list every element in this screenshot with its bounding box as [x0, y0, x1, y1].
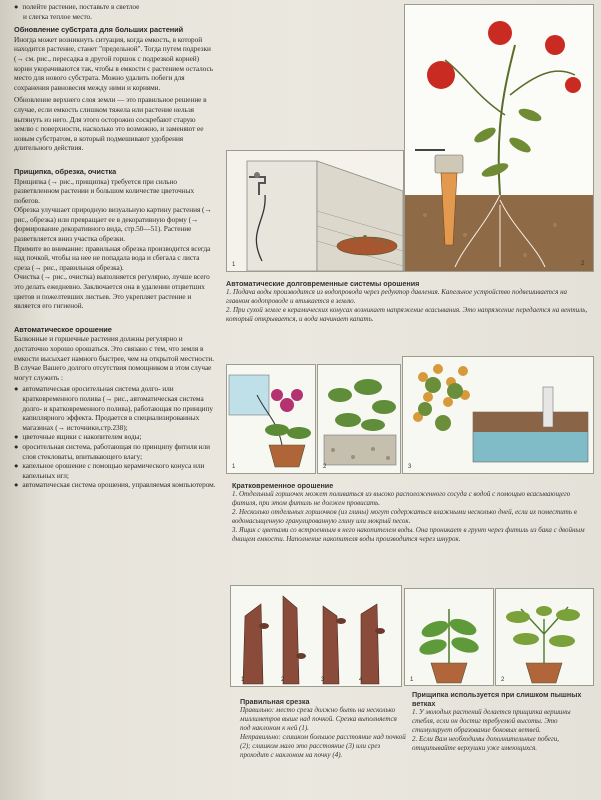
auto-bullet-1: автоматическая оросительная система долго- или кратковременного полива (→ рис., автоматическая система долго- и кратковременного полива), работающая по принципу капиллярного эффекта. Продается в специализированных магазинах (→ источники,стр.238);: [22, 384, 213, 432]
short-term-p1: 1. Отдельный горшочек может поливаться из высоко расположенного сосуда с водой с помощью всасывающего фитиля, при этом фитиль не должен провисать.: [232, 490, 571, 507]
figure-number: 2: [581, 261, 585, 267]
trim-p2: Неправильно: слишком большое расстояние над почкой (2); слишком мало это расстояние (3) или срез проходит с наклоном на почку (4).: [240, 733, 406, 759]
trim-figure: [230, 585, 402, 687]
intro-cont: и слегка теплое место.: [23, 11, 92, 21]
pinch-p2: 2. Если Вам необходимы дополнительные побеги, отщипывайте верхушки уже имеющихся.: [412, 735, 559, 752]
flower-box-reservoir-illustration: [403, 357, 593, 473]
pinch-text: Прищипка (→ рис., прищипка) требуется при сильно разветвленном растении и большом количестве цветочных побегов.: [14, 176, 195, 205]
pinch-figure-1: [404, 588, 494, 686]
wick-pot-illustration: [227, 365, 315, 473]
pinch-branched-plant-illustration: [496, 589, 593, 685]
substrate-text: Иногда может возникнуть ситуация, когда емкость, в которой находится растение, станет "предельной". Тогда путем подрезки (→ см. рис., пересадка в другой горшок с подрезкой корней) корни укорачиваются так, чтобы в емкости с растением осталось место для нового субстрата. Можно удалить побеги для сохранения равновесия между ними и корнями.: [14, 34, 213, 92]
pinch-title: Прищипка используется при слишком пышных ветках: [412, 690, 582, 708]
clean-text: Очистка (→ рис., очистка) выполняется регулярно, лучше всего это делать ежедневно. Заключается она в удалении отцветших цветов и пожелтевших листьев. Это укрепляет растение и является его гигиеной.: [14, 272, 210, 311]
short-term-title: Кратковременное орошение: [232, 481, 334, 490]
figure-number: 2: [281, 677, 285, 683]
short-term-caption: [232, 481, 592, 544]
figure-number: 1: [232, 464, 236, 470]
trim-caption: [240, 697, 408, 760]
short-term-figure-3: [402, 356, 594, 474]
topsoil-text: Обновление верхнего слоя земли — это правильное решение в случае, если емкость слишком тяжела или растение нельзя вытянуть из него. Для этого осторожно соскребают старую землю с поверхности, насколько это возможно, и заменяют ее новым субстратом, в который подмешивают удобрения длительного действия.: [14, 95, 207, 153]
figure-number: 1: [241, 677, 245, 683]
rule-text: Примите во внимание: правильная обрезка производится всегда над почкой, чтобы на нее не попадала вода и сбегала с листа среза (→ рис., правильная обрезка).: [14, 243, 211, 272]
figure-number: 1: [410, 677, 414, 683]
figure-number: 4: [359, 677, 363, 683]
left-text-column: ● полейте растение, поставьте в светлое и слегка теплое место. Обновление субстрата для больших растений Иногда может возникнуть ситуация, когда емкость, в которой находится растение, станет "предельной". Тогда путем подрезки (→ см. рис., пересадка в другой горшок с подрезкой корней) корни укорачиваются так, чтобы в емкости с растением осталось место для нового субстрата. Можно удалить побеги для сохранения равновесия между ними и корнями. Обновление верхнего слоя земли — это правильное решение в случае, если емкость слишком тяжела или растение нельзя вытянуть из него. Для этого осторожно соскребают старую землю с поверхности, насколько это возможно, и заменяют ее новым субстратом, в который подмешивают удобрения длительного действия. Прищипка, обрезка, очистка Прищипка (→ рис., прищипка) требуется при сильно разветвленном растении и большом количестве цветочных побегов. Обрезка улучшает природную визуальную картину растения (→ рис., обрезка) или превращает ее в декоративную форму (→ формирование декоративного вида, стр.50—51). Растение разветвляется вниз участка обрезки. Примите во внимание: правильная обрезка производится всегда над почкой, чтобы на нее не попадала вода и сбегала с листа среза (→ рис., правильная обрезка). Очистка (→ рис., очистка) выполняется регулярно, лучше всего это делать ежедневно. Заключается она в удалении отцветших цветов и пожелтевших листьев. Это укрепляет растение и является его гигиеной. Автоматическое орошение Балконные и горшечные растения должны регулярно и достаточно хорошо орошаться. Это связано с тем, что земля в емкости высыхает намного быстрее, чем на открытой местности. В случае Вашего долгого отсутствия помощником в этом случае могут служить : ● автоматическая оросительная система долго- или кратковременного полива (→ рис., автоматическая система долго- и кратковременного полива), работающая по принципу капиллярного эффекта. Продается в специализированных магазинах (→ источники,стр.238); ● цветочные ящики с накопителем воды; ● оросительная система, работающая по принципу фитиля или слоя стекловаты, впитывающего влагу; ● капельное орошение с помощью керамического конуса или капельных игл; ● автоматическая система орошения, управляемая компьютером.: [14, 2, 216, 490]
trim-text: Обрезка улучшает природную визуальную картину растения (→ рис., обрезка) или превращает ее в декоративную форму (→ формирование декоративного вида, стр.50—51). Растение разветвляется вниз участка обрезки.: [14, 205, 212, 244]
figure-number: 2: [323, 464, 327, 470]
substrate-title: Обновление субстрата для больших растений: [14, 25, 184, 35]
long-term-irrigation-figure: [226, 150, 404, 272]
stem-cuts-illustration: [231, 586, 401, 686]
long-term-p1: 1. Подача воды производится из водопровода через редуктор давления. Капельное устройство подвешивается на главном водопроводе и втыкается в землю.: [226, 288, 568, 305]
auto-irrigation-text: Балконные и горшечные растения должны регулярно и достаточно хорошо орошаться. Это связано с тем, что земля в емкости высыхает намного быстрее, чем на открытой местности. В случае Вашего долгого отсутствия помощником в этом случае могут служить :: [14, 334, 215, 382]
figure-number: 3: [321, 677, 325, 683]
trim-p1: Правильно: место среза должно быть на несколько миллиметров выше над почкой. Срезка выполняется под наклоном к ней (1).: [240, 706, 397, 732]
long-term-title: Автоматические долговременные системы орошения: [226, 279, 420, 288]
clay-granules-illustration: [318, 365, 400, 473]
pinch-p1: 1. У молодых растений делается прищипка вершины стебля, если он достиг требуемой высоты. Это стимулирует образование боковых ветвей.: [412, 708, 571, 734]
petunia-cone-illustration: [405, 5, 593, 271]
pinch-young-plant-illustration: [405, 589, 493, 685]
figure-number: 2: [501, 677, 505, 683]
long-term-caption: [226, 279, 592, 324]
auto-bullet-2: цветочные ящики с накопителем воды;: [22, 432, 142, 442]
short-term-p3: 3. Ящик с цветами со встроенным в него накопителем воды. Она проникает в грунт через фитиль из бака с двойным днищем емкости. Наполнение накопителя воды производится через шнурок.: [232, 526, 585, 543]
short-term-p2: 2. Несколько отдельных горшочков (из глины) могут содержаться влажными несколько дней, если их поместить в водонасыщенную гранулированную глину или мокрый песок.: [232, 508, 577, 525]
auto-bullet-5: автоматическая система орошения, управляемая компьютером.: [22, 480, 216, 490]
long-term-cone-figure: [404, 4, 594, 272]
pinch-caption: [412, 690, 592, 753]
intro-bullet: полейте растение, поставьте в светлое: [22, 2, 140, 11]
long-term-p2: 2. При сухой земле в керамических конусах возникает напряжение всасывания. Это напряжение передается на вентиль, который открывается, и вода начинает капать.: [226, 306, 588, 323]
figure-number: 3: [408, 464, 412, 470]
short-term-figure-2: [317, 364, 401, 474]
short-term-figure-1: [226, 364, 316, 474]
auto-bullet-4: капельное орошение с помощью керамического конуса или капельных игл;: [22, 461, 205, 480]
figure-number: 1: [232, 262, 236, 268]
auto-bullet-3: оросительная система, работающая по принципу фитиля или слоя стекловаты, впитывающего влагу;: [22, 441, 210, 461]
pinch-section-title: Прищипка, обрезка, очистка: [14, 166, 117, 176]
auto-irrigation-title: Автоматическое орошение: [14, 324, 112, 334]
wall-faucet-illustration: [227, 151, 403, 271]
pinch-figure-2: [495, 588, 594, 686]
trim-title: Правильная срезка: [240, 697, 310, 706]
